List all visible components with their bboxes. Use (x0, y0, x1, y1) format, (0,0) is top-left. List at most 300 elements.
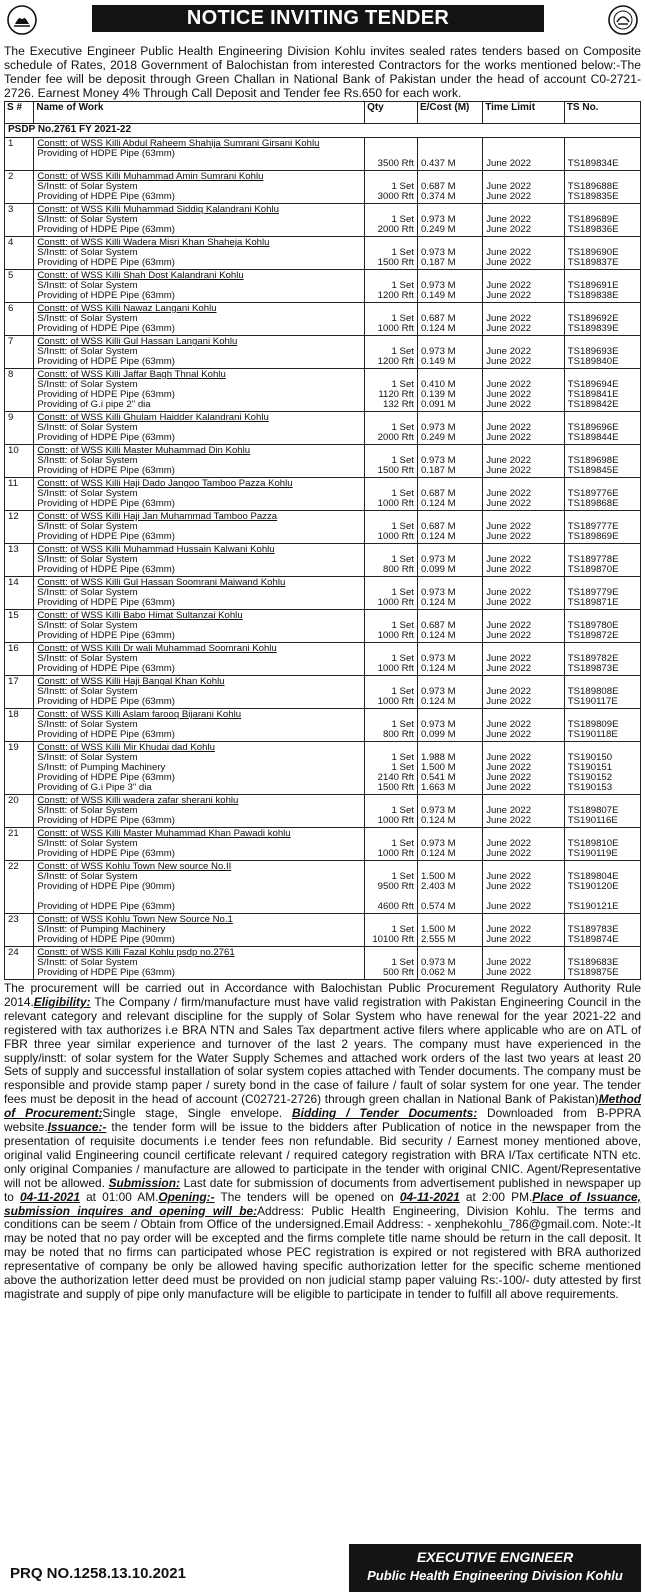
item-description: Providing of HDPE Pipe (63mm) (37, 323, 175, 334)
bidding-text: Downloaded from B-PPRA website. (4, 1106, 641, 1135)
table-row (5, 204, 641, 237)
item-ts-number: TS189868E (567, 498, 619, 509)
item-cost: 0.973 M (420, 346, 456, 357)
time-limit-cell (483, 676, 565, 709)
item-description: Providing of G.i Pipe 3" dia (37, 782, 152, 793)
serial-number: 10 (8, 445, 19, 456)
time-limit-cell (483, 445, 565, 478)
item-ts-number: TS189834E (567, 158, 619, 169)
work-title: Constt: of WSS Killi Haji Jan Muhammad Tamboo Pazza (37, 511, 278, 522)
serial-number: 13 (8, 544, 19, 555)
item-ts-number: TS189782E (567, 653, 619, 664)
item-description: Providing of HDPE Pipe (63mm) (37, 772, 175, 783)
item-cost: 1.500 M (420, 762, 456, 773)
item-time-limit: June 2022 (486, 957, 532, 968)
work-title: Constt: of WSS Kohlu Town New source No.II (37, 861, 232, 872)
work-name-cell (34, 412, 365, 445)
item-qty: 800 Rft (383, 564, 414, 575)
table-row (5, 828, 641, 861)
serial-cell (5, 914, 34, 947)
item-time-limit: June 2022 (486, 686, 532, 697)
item-description: Providing of HDPE Pipe (63mm) (37, 191, 175, 202)
item-description: Providing of HDPE Pipe (90mm) (37, 934, 175, 945)
serial-cell (5, 237, 34, 270)
work-title: Constt: of WSS Killi wadera zafar sherani kohlu (37, 795, 239, 806)
terms-intro: The procurement will be carried out in Accordance with Balochistan Public Procurement Regulatory Authority Rule 2014. (4, 981, 641, 1009)
item-cost: 0.687 M (420, 620, 456, 631)
item-ts-number: TS189778E (567, 554, 619, 565)
work-name-cell (34, 947, 365, 980)
item-ts-number: TS189836E (567, 224, 619, 235)
submission-text: Last date for submission of documents from advertisement published in newspaper up to (4, 1175, 641, 1204)
ts-number-cell (564, 204, 640, 237)
item-ts-number: TS189698E (567, 455, 619, 466)
item-description: Providing of HDPE Pipe (63mm) (37, 663, 175, 674)
item-qty: 1 Set (391, 871, 414, 882)
serial-number: 8 (8, 369, 14, 380)
item-ts-number: TS189871E (567, 597, 619, 608)
item-qty: 1 Set (391, 181, 414, 192)
table-row (5, 138, 641, 171)
item-qty: 1000 Rft (377, 815, 414, 826)
item-description: Providing of HDPE Pipe (63mm) (37, 257, 175, 268)
qty-cell (365, 412, 418, 445)
item-ts-number: TS189807E (567, 805, 619, 816)
serial-number: 23 (8, 914, 19, 925)
government-emblem-icon (6, 4, 38, 36)
item-qty: 1 Set (391, 455, 414, 466)
item-qty: 1000 Rft (377, 696, 414, 707)
serial-cell (5, 577, 34, 610)
item-time-limit: June 2022 (486, 719, 532, 730)
table-row (5, 303, 641, 336)
work-title: Constt: of WSS Killi Nawaz Langani Kohlu (37, 303, 217, 314)
item-qty: 1 Set (391, 554, 414, 565)
work-title: Constt: of WSS Killi Haji Dado Jangoo Tamboo Pazza Kohlu (37, 478, 293, 489)
item-qty: 1 Set (391, 379, 414, 390)
serial-number: 2 (8, 171, 14, 182)
item-ts-number: TS189840E (567, 356, 619, 367)
item-cost: 0.687 M (420, 521, 456, 532)
item-description: S/Instt: of Solar System (37, 422, 138, 433)
work-name-cell (34, 709, 365, 742)
item-description: S/Instt: of Solar System (37, 346, 138, 357)
serial-cell (5, 369, 34, 412)
item-time-limit: June 2022 (486, 772, 532, 783)
time-limit-cell (483, 643, 565, 676)
item-ts-number: TS190117E (567, 696, 618, 707)
item-description: S/Instt: of Solar System (37, 554, 138, 565)
ts-number-cell (564, 511, 640, 544)
item-time-limit: June 2022 (486, 346, 532, 357)
item-time-limit: June 2022 (486, 871, 532, 882)
table-row (5, 511, 641, 544)
item-description: Providing of HDPE Pipe (63mm) (37, 224, 175, 235)
item-ts-number: TS189777E (567, 521, 619, 532)
time-limit-cell (483, 478, 565, 511)
serial-cell (5, 709, 34, 742)
column-header-sn: S # (5, 102, 34, 124)
item-qty: 1 Set (391, 488, 414, 499)
ts-number-cell (564, 369, 640, 412)
item-ts-number: TS190121E (567, 901, 619, 912)
time-limit-cell (483, 303, 565, 336)
serial-number: 5 (8, 270, 14, 281)
item-qty: 2000 Rft (377, 224, 414, 235)
item-qty: 1 Set (391, 719, 414, 730)
work-name-cell (34, 544, 365, 577)
item-qty: 1 Set (391, 587, 414, 598)
bidding-label: Bidding / Tender Documents: (292, 1106, 478, 1121)
terms-paragraph (4, 982, 641, 1302)
item-description: Providing of HDPE Pipe (63mm) (37, 564, 175, 575)
opening-date: 04-11-2021 (399, 1189, 460, 1204)
item-cost: 0.973 M (420, 719, 456, 730)
item-qty: 1200 Rft (377, 356, 414, 367)
item-cost: 0.124 M (420, 696, 456, 707)
work-name-cell (34, 171, 365, 204)
ts-number-cell (564, 947, 640, 980)
serial-number: 6 (8, 303, 14, 314)
serial-cell (5, 643, 34, 676)
serial-number: 3 (8, 204, 14, 215)
item-ts-number: TS189837E (567, 257, 619, 268)
item-cost: 0.973 M (420, 247, 456, 258)
item-qty: 1 Set (391, 762, 414, 773)
table-row (5, 947, 641, 980)
item-description: Providing of HDPE Pipe (63mm) (37, 498, 175, 509)
serial-number: 9 (8, 412, 14, 423)
item-description: S/Instt: of Solar System (37, 488, 138, 499)
ts-number-cell (564, 237, 640, 270)
item-time-limit: June 2022 (486, 498, 532, 509)
item-description: S/Instt: of Solar System (37, 805, 138, 816)
serial-cell (5, 610, 34, 643)
work-title: Constt: of WSS Killi Master Muhammad Khan Pawadi kohlu (37, 828, 291, 839)
item-time-limit: June 2022 (486, 214, 532, 225)
table-row (5, 795, 641, 828)
ts-number-cell (564, 709, 640, 742)
item-description: Providing of HDPE Pipe (63mm) (37, 848, 175, 859)
serial-cell (5, 171, 34, 204)
item-qty: 1 Set (391, 422, 414, 433)
ts-number-cell (564, 914, 640, 947)
item-cost: 0.249 M (420, 224, 456, 235)
item-description: Providing of HDPE Pipe (63mm) (37, 967, 175, 978)
item-time-limit: June 2022 (486, 191, 532, 202)
item-time-limit: June 2022 (486, 389, 532, 400)
psdp-row (5, 124, 641, 138)
item-qty: 1 Set (391, 521, 414, 532)
item-description: Providing of HDPE Pipe (63mm) (37, 901, 175, 912)
cost-cell (417, 610, 482, 643)
work-title: Constt: of WSS Killi Muhammad Hussain Kalwani Kohlu (37, 544, 275, 555)
item-cost: 0.973 M (420, 686, 456, 697)
department-logo-icon (607, 4, 639, 36)
item-cost: 0.687 M (420, 181, 456, 192)
table-row (5, 270, 641, 303)
ts-number-cell (564, 544, 640, 577)
serial-number: 19 (8, 742, 19, 753)
eligibility-label: Eligibility: (33, 994, 91, 1009)
item-cost: 0.973 M (420, 653, 456, 664)
work-title: Constt: of WSS Killi Abdul Raheem Shahija Sumrani Girsani Kohlu (37, 138, 320, 149)
time-limit-cell (483, 947, 565, 980)
qty-cell (365, 204, 418, 237)
work-title: Constt: of WSS Killi Fazal Kohlu psdp no.2761 (37, 947, 235, 958)
item-ts-number: TS190119E (567, 848, 618, 859)
item-time-limit: June 2022 (486, 422, 532, 433)
time-limit-cell (483, 511, 565, 544)
item-qty: 1000 Rft (377, 630, 414, 641)
time-limit-cell (483, 237, 565, 270)
table-row (5, 478, 641, 511)
cost-cell (417, 303, 482, 336)
item-description: S/Instt: of Solar System (37, 214, 138, 225)
item-ts-number: TS189810E (567, 838, 619, 849)
item-cost: 0.187 M (420, 465, 456, 476)
item-qty: 132 Rft (383, 399, 414, 410)
item-ts-number: TS189689E (567, 214, 619, 225)
qty-cell (365, 544, 418, 577)
item-ts-number: TS190118E (567, 729, 618, 740)
item-ts-number: TS189869E (567, 531, 619, 542)
qty-cell (365, 709, 418, 742)
row-spacer (486, 139, 561, 149)
item-cost: 0.973 M (420, 805, 456, 816)
item-time-limit: June 2022 (486, 224, 532, 235)
item-description: S/Instt: of Solar System (37, 521, 138, 532)
item-cost: 0.099 M (420, 564, 456, 575)
item-qty: 1500 Rft (377, 465, 414, 476)
item-description: Providing of HDPE Pipe (63mm) (37, 630, 175, 641)
qty-cell (365, 369, 418, 412)
item-cost: 0.687 M (420, 313, 456, 324)
item-time-limit: June 2022 (486, 323, 532, 334)
column-header-ts: TS No. (564, 102, 640, 124)
cost-cell (417, 947, 482, 980)
work-name-cell (34, 445, 365, 478)
item-time-limit: June 2022 (486, 881, 532, 892)
item-ts-number: TS189809E (567, 719, 619, 730)
item-cost: 1.663 M (420, 782, 456, 793)
opening-time: at 2:00 PM. (459, 1189, 533, 1204)
work-name-cell (34, 478, 365, 511)
item-qty: 1500 Rft (377, 782, 414, 793)
cost-cell (417, 336, 482, 369)
qty-cell (365, 947, 418, 980)
qty-cell (365, 676, 418, 709)
item-qty: 1000 Rft (377, 323, 414, 334)
work-title: Constt: of WSS Killi Master Muhammad Din Kohlu (37, 445, 251, 456)
serial-number: 11 (8, 478, 18, 489)
work-name-cell (34, 610, 365, 643)
serial-number: 7 (8, 336, 14, 347)
item-time-limit: June 2022 (486, 257, 532, 268)
item-qty: 1500 Rft (377, 257, 414, 268)
item-description: Providing of HDPE Pipe (63mm) (37, 389, 175, 400)
item-cost: 2.403 M (420, 881, 456, 892)
work-title: Constt: of WSS Killi Muhammad Amin Sumrani Kohlu (37, 171, 264, 182)
signatory-division: Public Health Engineering Division Kohlu (367, 1568, 623, 1583)
serial-number: 22 (8, 861, 19, 872)
work-name-cell (34, 643, 365, 676)
work-name-cell (34, 861, 365, 914)
tender-notice (4, 2, 641, 1592)
serial-cell (5, 861, 34, 914)
item-ts-number: TS189841E (567, 389, 619, 400)
ts-number-cell (564, 478, 640, 511)
item-description: S/Instt: of Solar System (37, 587, 138, 598)
item-time-limit: June 2022 (486, 290, 532, 301)
serial-cell (5, 947, 34, 980)
table-row (5, 676, 641, 709)
item-ts-number: TS190120E (567, 881, 619, 892)
cost-cell (417, 709, 482, 742)
cost-cell (417, 861, 482, 914)
serial-cell (5, 828, 34, 861)
item-ts-number: TS189808E (567, 686, 619, 697)
item-cost: 0.973 M (420, 838, 456, 849)
item-ts-number: TS190152 (567, 772, 613, 783)
serial-cell (5, 478, 34, 511)
item-qty: 800 Rft (383, 729, 414, 740)
item-time-limit: June 2022 (486, 313, 532, 324)
qty-cell (365, 336, 418, 369)
work-name-cell (34, 303, 365, 336)
item-ts-number: TS189683E (567, 957, 619, 968)
item-qty: 1 Set (391, 620, 414, 631)
work-name-cell (34, 336, 365, 369)
work-name-cell (34, 138, 365, 171)
item-qty: 1000 Rft (377, 498, 414, 509)
ts-number-cell (564, 577, 640, 610)
item-qty: 1 Set (391, 313, 414, 324)
item-cost: 1.500 M (420, 924, 456, 935)
item-time-limit: June 2022 (486, 752, 532, 763)
item-ts-number: TS189845E (567, 465, 619, 476)
item-cost: 0.973 M (420, 455, 456, 466)
item-description: S/Instt: of Solar System (37, 838, 138, 849)
serial-number: 4 (8, 237, 14, 248)
time-limit-cell (483, 742, 565, 795)
item-description: Providing of HDPE Pipe (63mm) (37, 597, 175, 608)
serial-number: 17 (8, 676, 19, 687)
work-name-cell (34, 914, 365, 947)
item-description: S/Instt: of Solar System (37, 379, 138, 390)
opening-text: The tenders will be opened on (214, 1189, 400, 1204)
work-name-cell (34, 237, 365, 270)
item-cost: 2.555 M (420, 934, 456, 945)
table-row (5, 577, 641, 610)
item-cost: 0.062 M (420, 967, 456, 978)
item-description: Providing of HDPE Pipe (63mm) (37, 465, 175, 476)
opening-label: Opening:- (158, 1189, 215, 1204)
time-limit-cell (483, 336, 565, 369)
work-name-cell (34, 204, 365, 237)
item-ts-number: TS189870E (567, 564, 619, 575)
time-limit-cell (483, 270, 565, 303)
item-description: S/Instt: of Solar System (37, 313, 138, 324)
item-time-limit: June 2022 (486, 597, 532, 608)
ts-number-cell (564, 336, 640, 369)
item-description: S/Instt: of Solar System (37, 752, 138, 763)
item-qty: 1 Set (391, 280, 414, 291)
qty-cell (365, 171, 418, 204)
item-qty: 4600 Rft (377, 901, 414, 912)
item-cost: 0.124 M (420, 663, 456, 674)
serial-cell (5, 270, 34, 303)
item-cost: 0.541 M (420, 772, 456, 783)
signatory-designation: EXECUTIVE ENGINEER (416, 1549, 574, 1565)
item-ts-number: TS189835E (567, 191, 619, 202)
item-ts-number: TS189872E (567, 630, 619, 641)
qty-cell (365, 270, 418, 303)
ts-number-cell (564, 861, 640, 914)
work-name-cell (34, 369, 365, 412)
cost-cell (417, 204, 482, 237)
cost-cell (417, 478, 482, 511)
item-cost: 0.124 M (420, 323, 456, 334)
cost-cell (417, 577, 482, 610)
time-limit-cell (483, 914, 565, 947)
cost-cell (417, 544, 482, 577)
ts-number-cell (564, 643, 640, 676)
cost-cell (417, 237, 482, 270)
works-table (4, 101, 641, 980)
submission-label: Submission: (108, 1175, 180, 1190)
item-time-limit: June 2022 (486, 696, 532, 707)
notice-header (4, 2, 641, 38)
item-time-limit: June 2022 (486, 620, 532, 631)
item-cost: 0.124 M (420, 597, 456, 608)
place-text: Address: Public Health Engineering, Division Kohlu. The terms and conditions can be seem / Obtain from Office of the undersigned.Email Address: - xenphekohlu_786@gmail.com. Note:-It may be noted that no pay order will be excepted and the firms complete title name should be return in the call deposit. It may be noted that no firms can participated whose PEC registration is expired or not registered with BRA authorized representative of company be only be allowed having specific authorization letter for the specific scheme mentioned above the authorization letter deed must be provided on non judicial stamp paper valuing Rs:-100/- duty attested by first magistrate and supply of pipe only manufacture will be eligible to participate in tender to fulfill all above requirements. (4, 1203, 641, 1301)
ts-number-cell (564, 742, 640, 795)
serial-cell (5, 303, 34, 336)
item-cost: 0.149 M (420, 356, 456, 367)
item-qty: 9500 Rft (377, 881, 414, 892)
ts-number-cell (564, 828, 640, 861)
item-cost: 0.374 M (420, 191, 456, 202)
work-title: Constt: of WSS Killi Aslam farooq Bijarani Kohlu (37, 709, 242, 720)
time-limit-cell (483, 577, 565, 610)
item-description: S/Instt: of Solar System (37, 871, 138, 882)
work-name-cell (34, 828, 365, 861)
column-header-name: Name of Work (34, 102, 365, 124)
time-limit-cell (483, 709, 565, 742)
item-description: Providing of HDPE Pipe (90mm) (37, 881, 175, 892)
item-qty: 1 Set (391, 346, 414, 357)
table-row (5, 544, 641, 577)
item-ts-number: TS189783E (567, 924, 619, 935)
table-row (5, 237, 641, 270)
work-title: Constt: of WSS Kohlu Town New Source No.1 (37, 914, 233, 925)
item-description: S/Instt: of Pumping Machinery (37, 924, 166, 935)
item-description: S/Instt: of Solar System (37, 957, 138, 968)
item-cost: 0.973 M (420, 422, 456, 433)
time-limit-cell (483, 828, 565, 861)
item-cost: 0.124 M (420, 498, 456, 509)
item-description: Providing of HDPE Pipe (63mm) (37, 729, 175, 740)
row-spacer (368, 139, 414, 149)
eligibility-text: The Company / firm/manufacture must have valid registration with Pakistan Engineering Council in the relevant category and relevant discipline for the supply of Solar System who have renewal for the year 2021-22 and registered with tax authorizes i.e BRA NTN and Sales Tax department active filers where applicable who are on ATL of FBR three year similar experience and turnover of the last 2 years. The company must have experienced in the supply/instt: of solar system for the Water Supply Schemes and attached work orders of the last two years at least 20 Sets of supply and successful installation of solar system copies attached with Tender documents. The company must be responsible and provide stamp paper / surety bond in the case of failure / fault of solar system for one year. The tender fees must be deposit in the head of account (C02721-2726) through green challan in National Bank of Pakistan) (4, 994, 641, 1107)
item-cost: 0.437 M (420, 158, 456, 169)
work-title: Constt: of WSS Killi Babo Himat Sultanzai Kohlu (37, 610, 243, 621)
qty-cell (365, 610, 418, 643)
serial-number: 14 (8, 577, 19, 588)
item-qty: 1 Set (391, 247, 414, 258)
item-cost: 0.099 M (420, 729, 456, 740)
